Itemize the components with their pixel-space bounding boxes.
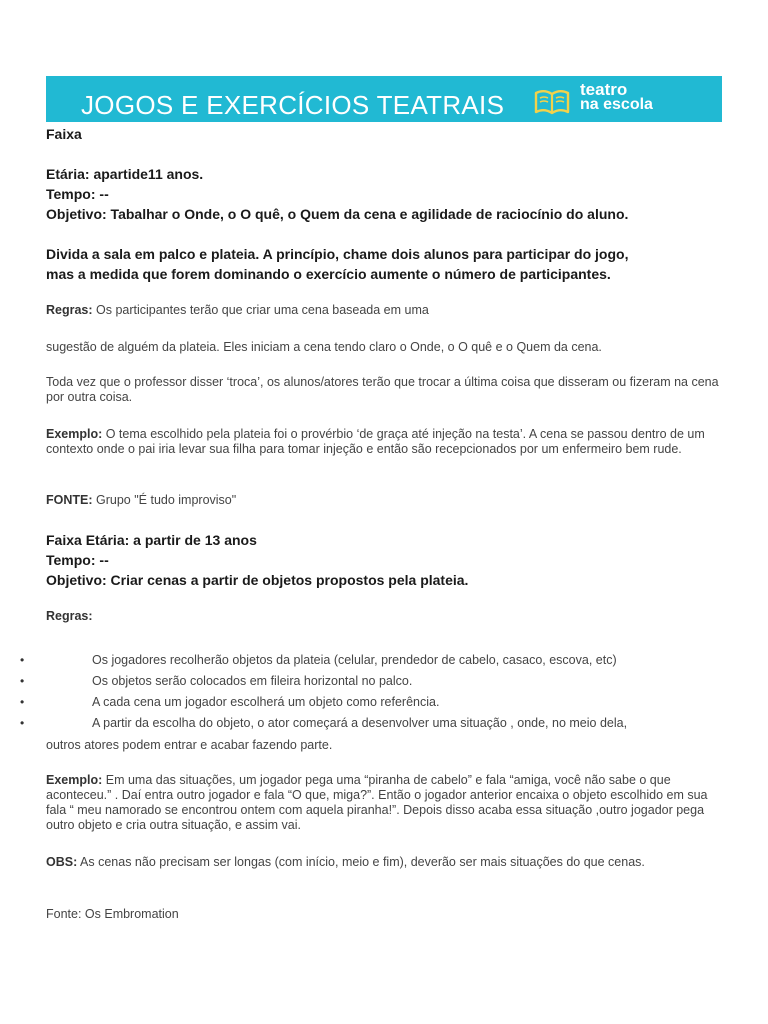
brand-logo-text xyxy=(580,82,653,112)
example-text: O tema escolhido pela plateia foi o provérbio ‘de graça até injeção na testa’. A cena se passou dentro de um contexto onde o pai iria levar sua filha para tomar injeção e então são recepcionados por um enfermeiro bem rude. xyxy=(46,427,705,456)
obs-label: OBS: xyxy=(46,855,78,869)
example-label-2: Exemplo: xyxy=(46,773,103,787)
example-paragraph-2 xyxy=(46,773,722,833)
bullet-icon: • xyxy=(20,716,25,730)
age-range-2: Faixa Etária: a partir de 13 anos xyxy=(46,532,257,548)
rules-paragraph xyxy=(46,303,722,318)
list-item-text: Os objetos serão colocados em fileira horizontal no palco. xyxy=(92,674,413,688)
rules-label-2-text: Regras: xyxy=(46,609,93,623)
source-text: Grupo "É tudo improviso" xyxy=(92,493,237,507)
swap-paragraph: Toda vez que o professor disser ‘troca’, os alunos/atores terão que trocar a última coisa que disseram ou fizeram na cena por outra coisa. xyxy=(46,375,719,404)
age-range: Etária: apartide11 anos. xyxy=(46,166,204,182)
bullet-icon: • xyxy=(20,653,25,667)
example-text-2: Em uma das situações, um jogador pega uma “piranha de cabelo” e fala “amiga, você não sabe o que aconteceu.” . Daí entra outro jogador e fala “O que, miga?”. Então o jogador anterior encaixa o objeto escolhido em sua fala “ meu namorado se encontrou ontem com aquela piranha!”. Depois disso acaba essa situação ,outro jogador pega outro objeto e cria outra situação, e assim vai. xyxy=(46,773,708,832)
source-paragraph xyxy=(46,493,722,508)
source-paragraph-2: Fonte: Os Embromation xyxy=(46,907,179,921)
list-item-continuation: outros atores podem entrar e acabar fazendo parte. xyxy=(46,738,333,752)
source-label: FONTE: xyxy=(46,493,93,507)
obs-text: As cenas não precisam ser longas (com início, meio e fim), deverão ser mais situações do que cenas. xyxy=(77,855,645,869)
objective-2: Objetivo: Criar cenas a partir de objetos propostos pela plateia. xyxy=(46,572,469,588)
example-label: Exemplo: xyxy=(46,427,103,441)
list-item-text: A cada cena um jogador escolherá um objeto como referência. xyxy=(92,695,440,709)
brand-line-1: teatro xyxy=(580,80,628,99)
objective: Objetivo: Tabalhar o Onde, o O quê, o Quem da cena e agilidade de raciocínio do aluno. xyxy=(46,206,629,222)
brand-line-2: na escola xyxy=(580,96,653,113)
open-book-icon xyxy=(534,88,570,116)
duration-2: Tempo: -- xyxy=(46,552,109,568)
suggestion-paragraph: sugestão de alguém da plateia. Eles iniciam a cena tendo claro o Onde, o O quê e o Quem da cena. xyxy=(46,340,602,354)
header-banner xyxy=(46,76,722,122)
bullet-icon: • xyxy=(20,674,25,688)
document-title: JOGOS E EXERCÍCIOS TEATRAIS xyxy=(81,90,505,120)
bullet-icon: • xyxy=(20,695,25,709)
obs-paragraph xyxy=(46,855,722,870)
instructions-line-2: mas a medida que forem dominando o exercício aumente o número de participantes. xyxy=(46,266,611,282)
list-item-text: A partir da escolha do objeto, o ator começará a desenvolver uma situação , onde, no meio dela, xyxy=(92,716,628,730)
rules-text: Os participantes terão que criar uma cena baseada em uma xyxy=(92,303,429,317)
faixa-label: Faixa xyxy=(46,126,82,142)
instructions-line-1: Divida a sala em palco e plateia. A princípio, chame dois alunos para participar do jogo, xyxy=(46,246,629,262)
example-paragraph xyxy=(46,427,722,457)
list-item-text: Os jogadores recolherão objetos da plateia (celular, prendedor de cabelo, casaco, escova, etc) xyxy=(92,653,617,667)
rules-label-2 xyxy=(46,609,722,624)
duration: Tempo: -- xyxy=(46,186,109,202)
rules-label: Regras: xyxy=(46,303,93,317)
